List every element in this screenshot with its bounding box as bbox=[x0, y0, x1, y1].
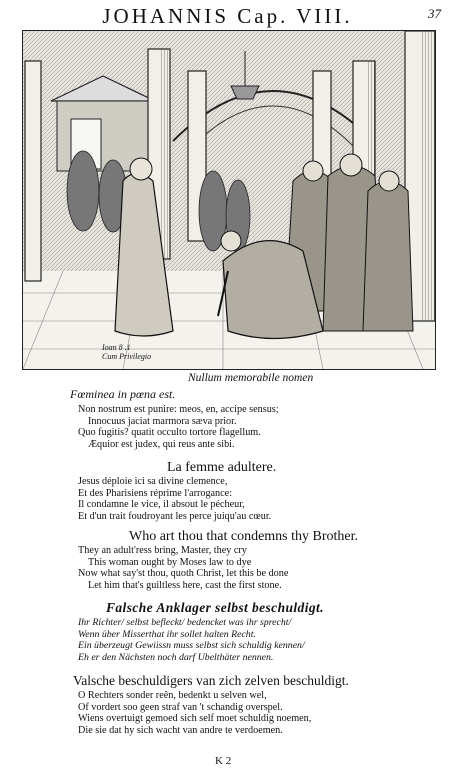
plate-privilege: Cum Privilegio bbox=[102, 352, 152, 361]
german-stanza bbox=[78, 617, 305, 663]
english-line: Now what say'st thou, quoth Christ, let this be done bbox=[78, 568, 289, 580]
running-head bbox=[0, 4, 455, 28]
french-line: Jesus déploie ici sa divine clemence, bbox=[78, 476, 228, 487]
plate-reference: Ioan 8 .1 bbox=[102, 343, 131, 352]
motto-line-2: Fœminea in pœna est. bbox=[70, 387, 176, 401]
latin-line: Innocuus jaciat marmora sæva prior. bbox=[88, 415, 237, 427]
dutch-line: Die sie dat hy sich wacht van andre te verdoemen. bbox=[78, 724, 283, 736]
english-heading: Who art thou that condemns thy Brother. bbox=[129, 529, 359, 544]
french-line: Il condamne le vice, il absout le pécheur, bbox=[78, 499, 245, 511]
english-line: Let him that's guiltless here, cast the first stone. bbox=[88, 579, 282, 591]
dutch-heading: Valsche beschuldigers van zich zelven beschuldigt. bbox=[73, 673, 349, 688]
motto-line-1: Nullum memorabile nomen bbox=[188, 372, 314, 384]
page-number: 37 bbox=[428, 6, 441, 21]
dutch-stanza bbox=[78, 690, 311, 736]
french-line: Et des Pharisiens réprime l'arrogance: bbox=[78, 487, 233, 499]
engraving-scene bbox=[23, 31, 435, 369]
french-line: Et d'un trait foudroyant les perce juiqu'au cœur. bbox=[78, 510, 272, 522]
french-heading: La femme adultere. bbox=[167, 460, 277, 475]
german-line: Wenn über Misserthat ihr sollet halten Recht. bbox=[78, 628, 256, 640]
dutch-line: Of vordert soo geen straf van 't schandig overspel. bbox=[78, 701, 283, 713]
latin-line: Quo fugitis? quatit occulto tortore flagellum. bbox=[78, 427, 261, 439]
latin-stanza bbox=[78, 404, 279, 450]
english-line: This woman ought by Moses law to dye bbox=[88, 556, 252, 568]
plate-inscription bbox=[102, 343, 151, 361]
dutch-line: Wiens overtuigt gemoed sich self moet schuldig noemen, bbox=[78, 713, 312, 725]
english-line: They an adult'ress bring, Master, they cry bbox=[78, 545, 247, 556]
dutch-line: O Rechters sonder reên, bedenkt u selven wel, bbox=[78, 690, 267, 701]
german-heading: Falsche Anklager selbst beschuldigt. bbox=[106, 600, 324, 615]
printer-signature: K 2 bbox=[215, 755, 232, 767]
german-line: Ihr Richter/ selbst befleckt/ bedencket was ihr sprecht/ bbox=[78, 617, 292, 628]
french-stanza bbox=[78, 476, 271, 522]
german-line: Ein überzeugt Gewiissn muss selbst sich schuldig kennen/ bbox=[78, 640, 305, 652]
running-head-title: JOHANNIS Cap. VIII. bbox=[102, 4, 353, 28]
german-line: Eh er den Nächsten noch darf Ubelthäter nennen. bbox=[78, 651, 274, 663]
latin-line: Æquior est judex, qui reus ante sibi. bbox=[88, 438, 235, 450]
latin-line: Non nostrum est punire: meos, en, accipe sensus; bbox=[78, 404, 279, 415]
engraving-illustration bbox=[22, 30, 436, 370]
english-stanza bbox=[78, 545, 288, 591]
